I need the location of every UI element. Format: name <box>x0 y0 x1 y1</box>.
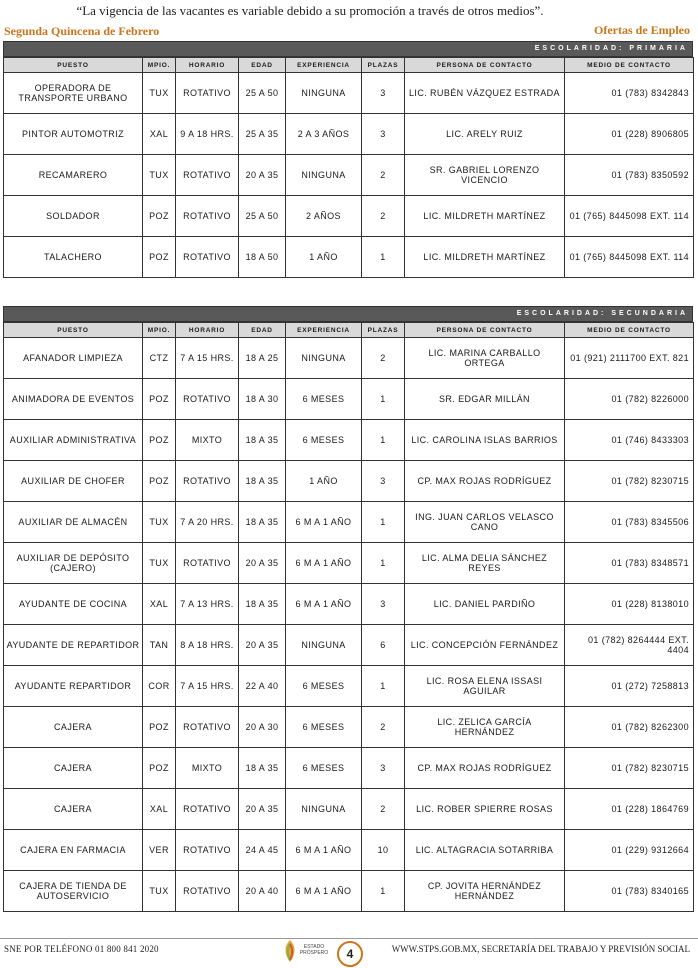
puesto-cell: AUXILIAR ADMINISTRATIVA <box>4 420 143 461</box>
primaria-body <box>4 73 694 278</box>
plazas-cell: 3 <box>362 73 405 114</box>
secundaria-col-header: PERSONA DE CONTACTO <box>405 323 565 338</box>
experiencia-cell: NINGUNA <box>286 338 362 379</box>
primaria-col-header: EDAD <box>239 58 286 73</box>
experiencia-cell: 2 A 3 AÑOS <box>286 114 362 155</box>
contacto-cell: LIC. CAROLINA ISLAS BARRIOS <box>405 420 565 461</box>
medio-cell: 01 (765) 8445098 EXT. 114 <box>565 237 694 278</box>
footer-divider <box>0 938 698 939</box>
table-row <box>4 338 694 379</box>
plazas-cell: 1 <box>362 379 405 420</box>
plazas-cell: 3 <box>362 584 405 625</box>
contacto-cell: LIC. MILDRETH MARTÍNEZ <box>405 237 565 278</box>
table-row <box>4 155 694 196</box>
primaria-col-header: HORARIO <box>176 58 239 73</box>
experiencia-cell: NINGUNA <box>286 789 362 830</box>
footer-site[interactable]: WWW.STPS.GOB.MX, SECRETARÍA DEL TRABAJO Y PREVISIÓN SOCIAL <box>391 944 690 954</box>
secundaria-level-bar: ESCOLARIDAD: SECUNDARIA <box>3 306 693 322</box>
mpio-cell: XAL <box>143 789 176 830</box>
medio-cell: 01 (782) 8230715 <box>565 461 694 502</box>
plazas-cell: 2 <box>362 789 405 830</box>
medio-cell: 01 (783) 8345506 <box>565 502 694 543</box>
puesto-cell: AFANADOR LIMPIEZA <box>4 338 143 379</box>
table-row <box>4 707 694 748</box>
experiencia-cell: NINGUNA <box>286 73 362 114</box>
experiencia-cell: 6 M A 1 AÑO <box>286 584 362 625</box>
edad-cell: 20 A 30 <box>239 707 286 748</box>
table-row <box>4 461 694 502</box>
edad-cell: 20 A 35 <box>239 543 286 584</box>
mpio-cell: POZ <box>143 420 176 461</box>
table-row <box>4 73 694 114</box>
contacto-cell: LIC. RUBÉN VÁZQUEZ ESTRADA <box>405 73 565 114</box>
contacto-cell: SR. GABRIEL LORENZO VICENCIO <box>405 155 565 196</box>
edad-cell: 18 A 30 <box>239 379 286 420</box>
contacto-cell: LIC. DANIEL PARDIÑO <box>405 584 565 625</box>
puesto-cell: RECAMARERO <box>4 155 143 196</box>
contacto-cell: LIC. ALMA DELIA SÁNCHEZ REYES <box>405 543 565 584</box>
experiencia-cell: 1 AÑO <box>286 237 362 278</box>
medio-cell: 01 (746) 8433303 <box>565 420 694 461</box>
table-row <box>4 237 694 278</box>
primaria-header-row <box>4 58 694 73</box>
primaria-table-block <box>3 41 693 278</box>
medio-cell: 01 (272) 7258813 <box>565 666 694 707</box>
experiencia-cell: 6 M A 1 AÑO <box>286 543 362 584</box>
puesto-cell: CAJERA <box>4 707 143 748</box>
horario-cell: 7 A 13 HRS. <box>176 584 239 625</box>
plazas-cell: 2 <box>362 707 405 748</box>
experiencia-cell: 6 MESES <box>286 707 362 748</box>
medio-cell: 01 (783) 8350592 <box>565 155 694 196</box>
secundaria-col-header: EXPERIENCIA <box>286 323 362 338</box>
contacto-cell: LIC. MILDRETH MARTÍNEZ <box>405 196 565 237</box>
plazas-cell: 2 <box>362 155 405 196</box>
edad-cell: 18 A 35 <box>239 502 286 543</box>
puesto-cell: AUXILIAR DE CHOFER <box>4 461 143 502</box>
mpio-cell: COR <box>143 666 176 707</box>
medio-cell: 01 (783) 8348571 <box>565 543 694 584</box>
contacto-cell: LIC. MARINA CARBALLO ORTEGA <box>405 338 565 379</box>
secundaria-table <box>3 322 694 912</box>
experiencia-cell: 1 AÑO <box>286 461 362 502</box>
primaria-col-header: EXPERIENCIA <box>286 58 362 73</box>
medio-cell: 01 (782) 8230715 <box>565 748 694 789</box>
puesto-cell: PINTOR AUTOMOTRIZ <box>4 114 143 155</box>
footer-phone: SNE POR TELÉFONO 01 800 841 2020 <box>4 944 159 954</box>
secundaria-col-header: EDAD <box>239 323 286 338</box>
mpio-cell: POZ <box>143 461 176 502</box>
plazas-cell: 1 <box>362 420 405 461</box>
experiencia-cell: 6 MESES <box>286 420 362 461</box>
puesto-cell: AYUDANTE DE COCINA <box>4 584 143 625</box>
primaria-col-header: MEDIO DE CONTACTO <box>565 58 694 73</box>
horario-cell: ROTATIVO <box>176 237 239 278</box>
mpio-cell: POZ <box>143 237 176 278</box>
mpio-cell: TAN <box>143 625 176 666</box>
secundaria-body <box>4 338 694 912</box>
primaria-level-bar: ESCOLARIDAD: PRIMARIA <box>3 41 693 57</box>
mpio-cell: TUX <box>143 155 176 196</box>
horario-cell: MIXTO <box>176 748 239 789</box>
secundaria-col-header: HORARIO <box>176 323 239 338</box>
contacto-cell: LIC. ALTAGRACIA SOTARRIBA <box>405 830 565 871</box>
primaria-col-header: MPIO. <box>143 58 176 73</box>
mpio-cell: XAL <box>143 584 176 625</box>
edad-cell: 25 A 50 <box>239 73 286 114</box>
plazas-cell: 1 <box>362 666 405 707</box>
medio-cell: 01 (782) 8226000 <box>565 379 694 420</box>
table-row <box>4 502 694 543</box>
horario-cell: 7 A 20 HRS. <box>176 502 239 543</box>
plazas-cell: 3 <box>362 461 405 502</box>
medio-cell: 01 (228) 8138010 <box>565 584 694 625</box>
edad-cell: 18 A 35 <box>239 461 286 502</box>
edad-cell: 22 A 40 <box>239 666 286 707</box>
mpio-cell: TUX <box>143 502 176 543</box>
medio-cell: 01 (782) 8262300 <box>565 707 694 748</box>
medio-cell: 01 (921) 2111700 EXT. 821 <box>565 338 694 379</box>
horario-cell: 7 A 15 HRS. <box>176 666 239 707</box>
table-row <box>4 196 694 237</box>
medio-cell: 01 (765) 8445098 EXT. 114 <box>565 196 694 237</box>
medio-cell: 01 (229) 9312664 <box>565 830 694 871</box>
plazas-cell: 1 <box>362 502 405 543</box>
puesto-cell: AUXILIAR DE DEPÓSITO (CAJERO) <box>4 543 143 584</box>
plazas-cell: 1 <box>362 871 405 912</box>
puesto-cell: ANIMADORA DE EVENTOS <box>4 379 143 420</box>
logo-text: ESTADO PRÓSPERO <box>299 944 329 956</box>
edad-cell: 20 A 40 <box>239 871 286 912</box>
puesto-cell: CAJERA EN FARMACIA <box>4 830 143 871</box>
horario-cell: 8 A 18 HRS. <box>176 625 239 666</box>
mpio-cell: POZ <box>143 196 176 237</box>
medio-cell: 01 (782) 8264444 EXT. 4404 <box>565 625 694 666</box>
horario-cell: ROTATIVO <box>176 196 239 237</box>
plazas-cell: 10 <box>362 830 405 871</box>
plazas-cell: 6 <box>362 625 405 666</box>
puesto-cell: CAJERA DE TIENDA DE AUTOSERVICIO <box>4 871 143 912</box>
table-row <box>4 666 694 707</box>
puesto-cell: CAJERA <box>4 789 143 830</box>
primaria-col-header: PLAZAS <box>362 58 405 73</box>
plazas-cell: 3 <box>362 748 405 789</box>
edad-cell: 18 A 35 <box>239 584 286 625</box>
secundaria-table-block <box>3 306 693 912</box>
mpio-cell: VER <box>143 830 176 871</box>
contacto-cell: CP. MAX ROJAS RODRÍGUEZ <box>405 461 565 502</box>
secundaria-col-header: PLAZAS <box>362 323 405 338</box>
experiencia-cell: 6 MESES <box>286 748 362 789</box>
page-number: 4 <box>337 941 363 967</box>
contacto-cell: CP. MAX ROJAS RODRÍGUEZ <box>405 748 565 789</box>
table-row <box>4 830 694 871</box>
puesto-cell: OPERADORA DE TRANSPORTE URBANO <box>4 73 143 114</box>
edad-cell: 18 A 35 <box>239 420 286 461</box>
mpio-cell: POZ <box>143 748 176 789</box>
medio-cell: 01 (228) 8906805 <box>565 114 694 155</box>
table-row <box>4 625 694 666</box>
edad-cell: 20 A 35 <box>239 625 286 666</box>
primaria-col-header: PERSONA DE CONTACTO <box>405 58 565 73</box>
mpio-cell: TUX <box>143 543 176 584</box>
edad-cell: 25 A 50 <box>239 196 286 237</box>
secundaria-col-header: MPIO. <box>143 323 176 338</box>
horario-cell: ROTATIVO <box>176 871 239 912</box>
contacto-cell: SR. EDGAR MILLÁN <box>405 379 565 420</box>
mpio-cell: XAL <box>143 114 176 155</box>
plazas-cell: 3 <box>362 114 405 155</box>
plazas-cell: 1 <box>362 237 405 278</box>
table-row <box>4 871 694 912</box>
plazas-cell: 1 <box>362 543 405 584</box>
horario-cell: MIXTO <box>176 420 239 461</box>
secundaria-col-header: PUESTO <box>4 323 143 338</box>
table-row <box>4 748 694 789</box>
experiencia-cell: 6 M A 1 AÑO <box>286 871 362 912</box>
puesto-cell: AUXILIAR DE ALMACÉN <box>4 502 143 543</box>
puesto-cell: SOLDADOR <box>4 196 143 237</box>
section-title: Ofertas de Empleo <box>594 23 690 37</box>
edad-cell: 20 A 35 <box>239 789 286 830</box>
contacto-cell: LIC. ZELICA GARCÍA HERNÁNDEZ <box>405 707 565 748</box>
contacto-cell: LIC. ROBER SPIERRE ROSAS <box>405 789 565 830</box>
medio-cell: 01 (783) 8342843 <box>565 73 694 114</box>
puesto-cell: AYUDANTE DE REPARTIDOR <box>4 625 143 666</box>
contacto-cell: LIC. ARELY RUIZ <box>405 114 565 155</box>
horario-cell: ROTATIVO <box>176 73 239 114</box>
puesto-cell: AYUDANTE REPARTIDOR <box>4 666 143 707</box>
plazas-cell: 2 <box>362 196 405 237</box>
horario-cell: ROTATIVO <box>176 461 239 502</box>
mpio-cell: POZ <box>143 379 176 420</box>
horario-cell: ROTATIVO <box>176 379 239 420</box>
secundaria-col-header: MEDIO DE CONTACTO <box>565 323 694 338</box>
experiencia-cell: 6 MESES <box>286 666 362 707</box>
horario-cell: ROTATIVO <box>176 543 239 584</box>
table-row <box>4 114 694 155</box>
mpio-cell: POZ <box>143 707 176 748</box>
contacto-cell: ING. JUAN CARLOS VELASCO CANO <box>405 502 565 543</box>
primaria-col-header: PUESTO <box>4 58 143 73</box>
mpio-cell: TUX <box>143 871 176 912</box>
table-row <box>4 420 694 461</box>
table-row <box>4 584 694 625</box>
experiencia-cell: 2 AÑOS <box>286 196 362 237</box>
experiencia-cell: 6 MESES <box>286 379 362 420</box>
horario-cell: 7 A 15 HRS. <box>176 338 239 379</box>
horario-cell: ROTATIVO <box>176 830 239 871</box>
period-subtitle: Segunda Quincena de Febrero <box>4 24 160 38</box>
mpio-cell: CTZ <box>143 338 176 379</box>
horario-cell: ROTATIVO <box>176 789 239 830</box>
table-row <box>4 379 694 420</box>
contacto-cell: LIC. CONCEPCIÓN FERNÁNDEZ <box>405 625 565 666</box>
table-row <box>4 789 694 830</box>
edad-cell: 18 A 50 <box>239 237 286 278</box>
edad-cell: 20 A 35 <box>239 155 286 196</box>
horario-cell: ROTATIVO <box>176 707 239 748</box>
puesto-cell: TALACHERO <box>4 237 143 278</box>
vigencia-notice: “La vigencia de las vacantes es variable debido a su promoción a través de otros medios”. <box>76 3 544 18</box>
primaria-table <box>3 57 694 278</box>
plazas-cell: 2 <box>362 338 405 379</box>
secundaria-header-row <box>4 323 694 338</box>
puesto-cell: CAJERA <box>4 748 143 789</box>
edad-cell: 25 A 35 <box>239 114 286 155</box>
table-row <box>4 543 694 584</box>
contacto-cell: CP. JOVITA HERNÁNDEZ HERNÁNDEZ <box>405 871 565 912</box>
experiencia-cell: 6 M A 1 AÑO <box>286 830 362 871</box>
experiencia-cell: NINGUNA <box>286 155 362 196</box>
experiencia-cell: 6 M A 1 AÑO <box>286 502 362 543</box>
horario-cell: ROTATIVO <box>176 155 239 196</box>
medio-cell: 01 (783) 8340165 <box>565 871 694 912</box>
contacto-cell: LIC. ROSA ELENA ISSASI AGUILAR <box>405 666 565 707</box>
horario-cell: 9 A 18 HRS. <box>176 114 239 155</box>
mpio-cell: TUX <box>143 73 176 114</box>
experiencia-cell: NINGUNA <box>286 625 362 666</box>
medio-cell: 01 (228) 1864769 <box>565 789 694 830</box>
edad-cell: 24 A 45 <box>239 830 286 871</box>
edad-cell: 18 A 25 <box>239 338 286 379</box>
edad-cell: 18 A 35 <box>239 748 286 789</box>
